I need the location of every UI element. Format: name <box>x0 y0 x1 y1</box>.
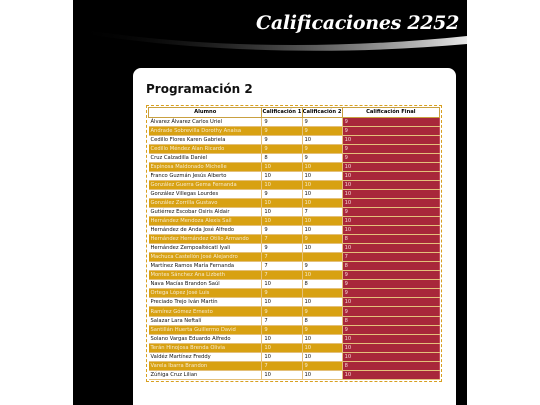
grade-2-cell: 10 <box>302 189 342 198</box>
content-card <box>133 68 456 405</box>
student-name-cell: Terán Hinojosa Brenda Olivia <box>149 343 262 352</box>
table-row <box>149 226 440 235</box>
table-row <box>149 370 440 379</box>
final-grade-cell: 9 <box>342 117 439 126</box>
final-grade-cell: 10 <box>342 162 439 171</box>
table-row <box>149 253 440 262</box>
table-row <box>149 289 440 298</box>
grade-1-cell: 9 <box>262 226 302 235</box>
grade-1-cell: 10 <box>262 334 302 343</box>
final-grade-cell: 9 <box>342 289 439 298</box>
table-row <box>149 307 440 316</box>
final-grade-cell: 10 <box>342 198 439 207</box>
final-grade-cell: 9 <box>342 153 439 162</box>
final-grade-cell: 8 <box>342 316 439 325</box>
final-grade-cell: 8 <box>342 235 439 244</box>
grade-2-cell: 10 <box>302 352 342 361</box>
table-row <box>149 244 440 253</box>
grade-1-cell: 7 <box>262 262 302 271</box>
table-row <box>149 180 440 189</box>
grades-table-container <box>146 105 442 382</box>
grade-2-cell: 10 <box>302 298 342 307</box>
grade-1-cell: 10 <box>262 343 302 352</box>
page-title: Programación 2 <box>146 82 253 96</box>
grade-2-cell: 10 <box>302 271 342 280</box>
student-name-cell: Cruz Calzadilla Daniel <box>149 153 262 162</box>
grades-table <box>148 107 440 380</box>
table-row <box>149 325 440 334</box>
grade-2-cell: 9 <box>302 235 342 244</box>
grade-2-cell: 9 <box>302 126 342 135</box>
final-grade-cell: 9 <box>342 144 439 153</box>
column-header-grade-1: Calificación 1 <box>262 109 302 116</box>
grade-2-cell: 9 <box>302 361 342 370</box>
table-row <box>149 361 440 370</box>
table-row <box>149 144 440 153</box>
final-grade-cell: 9 <box>342 307 439 316</box>
student-name-cell: Cedillo Méndez Alan Ricardo <box>149 144 262 153</box>
final-grade-cell: 8 <box>342 361 439 370</box>
grade-2-cell: 8 <box>302 316 342 325</box>
table-body <box>149 117 440 379</box>
student-name-cell: Hernández Mendoza Alexis Saíl <box>149 217 262 226</box>
grade-1-cell: 9 <box>262 189 302 198</box>
final-grade-cell: 10 <box>342 370 439 379</box>
column-header-student: Alumno <box>149 108 262 118</box>
column-header-grade-2: Calificación 2 <box>302 109 342 116</box>
student-name-cell: Solano Vargas Eduardo Alfredo <box>149 334 262 343</box>
table-row <box>149 207 440 216</box>
final-grade-cell: 9 <box>342 126 439 135</box>
student-name-cell: Montes Sánchez Ana Lizbeth <box>149 271 262 280</box>
final-grade-cell: 10 <box>342 217 439 226</box>
table-row <box>149 334 440 343</box>
grade-1-cell: 10 <box>262 207 302 216</box>
grade-2-cell: 10 <box>302 162 342 171</box>
table-header-row <box>149 108 440 118</box>
table-row <box>149 271 440 280</box>
table-row <box>149 298 440 307</box>
grade-1-cell: 7 <box>262 316 302 325</box>
student-name-cell: Valdéz Martínez Freddy <box>149 352 262 361</box>
table-row <box>149 171 440 180</box>
grade-2-cell: 10 <box>302 198 342 207</box>
student-name-cell: Franco Guzmán Jesús Alberto <box>149 171 262 180</box>
final-grade-cell: 9 <box>342 280 439 289</box>
table-row <box>149 117 440 126</box>
student-name-cell: Preciado Trejo Iván Martín <box>149 298 262 307</box>
table-row <box>149 135 440 144</box>
grade-2-cell <box>302 253 342 262</box>
student-name-cell: Andrade Sobrevilla Dorothy Anaisa <box>149 126 262 135</box>
final-grade-cell: 7 <box>342 253 439 262</box>
grade-2-cell: 9 <box>302 325 342 334</box>
grade-2-cell: 10 <box>302 171 342 180</box>
student-name-cell: González Guerra Gema Fernanda <box>149 180 262 189</box>
grade-1-cell: 9 <box>262 244 302 253</box>
final-grade-cell: 10 <box>342 135 439 144</box>
student-name-cell: Zúñiga Cruz Lilian <box>149 370 262 379</box>
table-row <box>149 343 440 352</box>
grade-2-cell <box>302 289 342 298</box>
grade-1-cell: 10 <box>262 298 302 307</box>
grade-1-cell: 9 <box>262 325 302 334</box>
final-grade-cell: 8 <box>342 262 439 271</box>
grade-1-cell: 10 <box>262 171 302 180</box>
final-grade-cell: 9 <box>342 271 439 280</box>
student-name-cell: Santillán Huerta Guillermo David <box>149 325 262 334</box>
final-grade-cell: 10 <box>342 334 439 343</box>
final-grade-cell: 10 <box>342 189 439 198</box>
grade-1-cell: 9 <box>262 117 302 126</box>
grade-2-cell: 10 <box>302 334 342 343</box>
table-row <box>149 235 440 244</box>
grade-1-cell: 10 <box>262 198 302 207</box>
grade-1-cell: 10 <box>262 217 302 226</box>
student-name-cell: Hernández Zempoaltécatl Iyali <box>149 244 262 253</box>
grade-2-cell: 9 <box>302 153 342 162</box>
grade-1-cell: 9 <box>262 289 302 298</box>
grade-2-cell: 7 <box>302 207 342 216</box>
final-grade-cell: 9 <box>342 207 439 216</box>
grade-1-cell: 9 <box>262 144 302 153</box>
grade-1-cell: 10 <box>262 370 302 379</box>
final-grade-cell: 9 <box>342 325 439 334</box>
page-background <box>73 0 467 405</box>
table-row <box>149 189 440 198</box>
grade-1-cell: 8 <box>262 153 302 162</box>
final-grade-cell: 10 <box>342 298 439 307</box>
grade-2-cell: 10 <box>302 370 342 379</box>
table-row <box>149 198 440 207</box>
student-name-cell: Ramírez Gómez Ernesto <box>149 307 262 316</box>
final-grade-cell: 10 <box>342 180 439 189</box>
grade-1-cell: 10 <box>262 180 302 189</box>
student-name-cell: Nava Macías Brandon Saúl <box>149 280 262 289</box>
grade-2-cell: 9 <box>302 307 342 316</box>
final-grade-cell: 10 <box>342 352 439 361</box>
student-name-cell: González Zorrilla Gustavo <box>149 198 262 207</box>
table-row <box>149 352 440 361</box>
grade-2-cell: 10 <box>302 180 342 189</box>
grade-2-cell: 10 <box>302 217 342 226</box>
student-name-cell: Machuca Castellón José Alejandro <box>149 253 262 262</box>
final-grade-cell: 10 <box>342 171 439 180</box>
grade-1-cell: 7 <box>262 253 302 262</box>
table-row <box>149 162 440 171</box>
grade-1-cell: 10 <box>262 280 302 289</box>
site-title: Calificaciones 2252 <box>256 12 459 34</box>
table-row <box>149 126 440 135</box>
grade-2-cell: 10 <box>302 226 342 235</box>
student-name-cell: Martínez Ramos María Fernanda <box>149 262 262 271</box>
student-name-cell: Ortega López José Luis <box>149 289 262 298</box>
student-name-cell: Gutiérrez Escobar Osiris Aldair <box>149 207 262 216</box>
table-row <box>149 153 440 162</box>
final-grade-cell: 10 <box>342 343 439 352</box>
grade-1-cell: 7 <box>262 361 302 370</box>
student-name-cell: Varela Ibarra Brandon <box>149 361 262 370</box>
grade-1-cell: 10 <box>262 352 302 361</box>
grade-2-cell: 10 <box>302 135 342 144</box>
student-name-cell: Cedillo Flores Karen Gabriela <box>149 135 262 144</box>
table-row <box>149 217 440 226</box>
student-name-cell: Hernández de Anda José Alfredo <box>149 226 262 235</box>
grade-2-cell: 10 <box>302 244 342 253</box>
student-name-cell: Salazar Lara Neftalí <box>149 316 262 325</box>
student-name-cell: Espinosa Maldonado Michelle <box>149 162 262 171</box>
grade-1-cell: 9 <box>262 126 302 135</box>
grade-2-cell: 9 <box>302 144 342 153</box>
table-row <box>149 316 440 325</box>
table-row <box>149 262 440 271</box>
student-name-cell: Álvarez Álvarez Carlos Uriel <box>149 117 262 126</box>
final-grade-cell: 10 <box>342 226 439 235</box>
grade-2-cell: 9 <box>302 262 342 271</box>
grade-2-cell: 9 <box>302 117 342 126</box>
grade-1-cell: 9 <box>262 135 302 144</box>
table-row <box>149 280 440 289</box>
grade-1-cell: 10 <box>262 162 302 171</box>
grade-1-cell: 9 <box>262 307 302 316</box>
grade-1-cell: 7 <box>262 235 302 244</box>
student-name-cell: González Villegas Lourdes <box>149 189 262 198</box>
grade-1-cell: 7 <box>262 271 302 280</box>
final-grade-cell: 10 <box>342 244 439 253</box>
student-name-cell: Hernández Hernández Otilio Armando <box>149 235 262 244</box>
column-header-final-grade: Calificación Final <box>342 108 439 118</box>
grade-2-cell: 8 <box>302 280 342 289</box>
grade-2-cell: 10 <box>302 343 342 352</box>
